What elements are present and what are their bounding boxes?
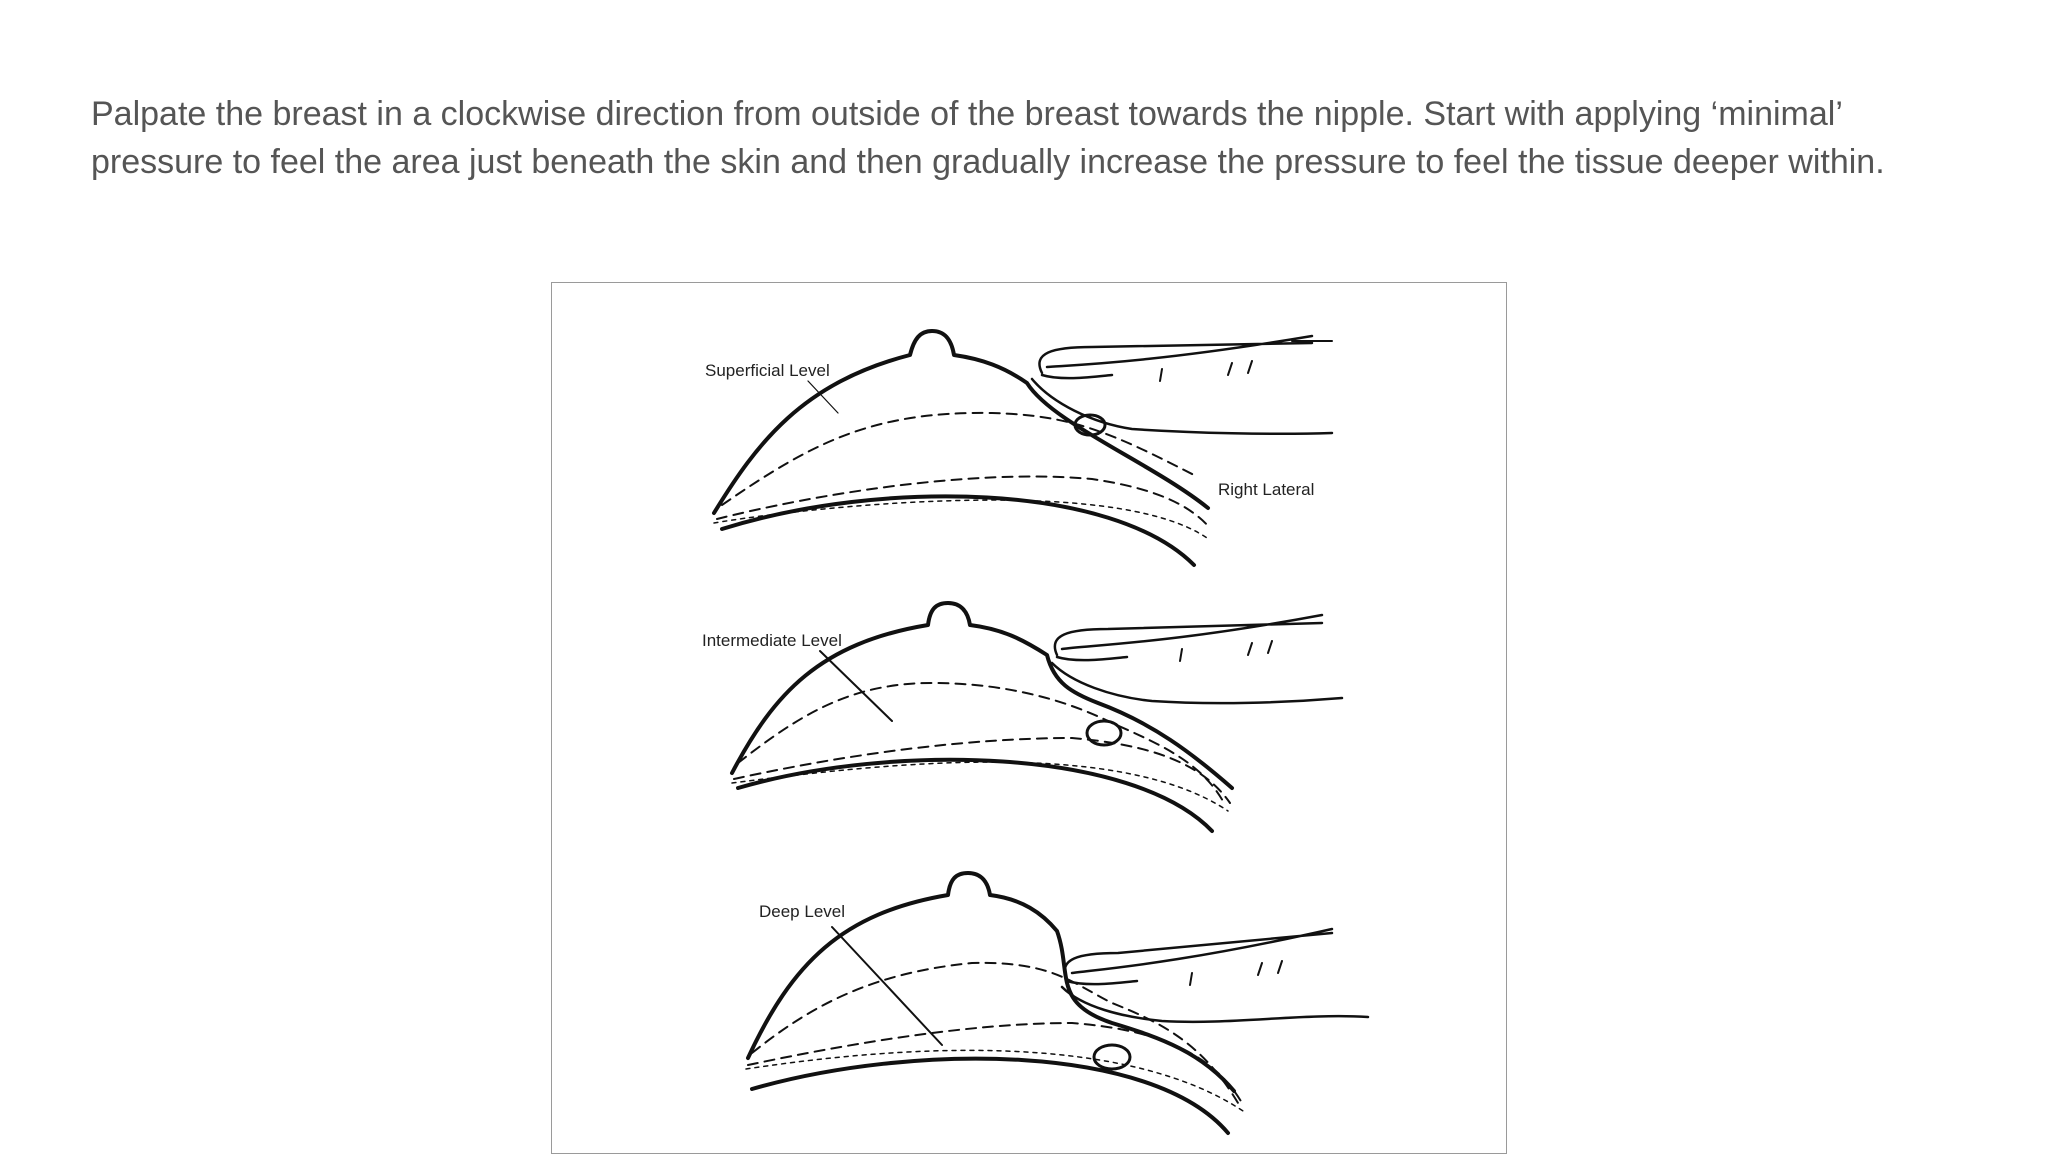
palpation-illustration [551, 282, 1507, 1154]
label-intermediate-level: Intermediate Level [702, 631, 842, 650]
label-right-lateral: Right Lateral [1218, 480, 1315, 499]
label-deep-level: Deep Level [759, 902, 846, 921]
instruction-text: Palpate the breast in a clockwise direction from outside of the breast towards the nipple. Start with applying ‘minimal’ pressure to feel the area just beneath the skin and then gradually increase the pressure to feel the tissue deeper within. [91, 95, 1885, 181]
palpation-levels-diagram [552, 283, 1508, 1155]
label-superficial-level: Superficial Level [705, 361, 830, 380]
